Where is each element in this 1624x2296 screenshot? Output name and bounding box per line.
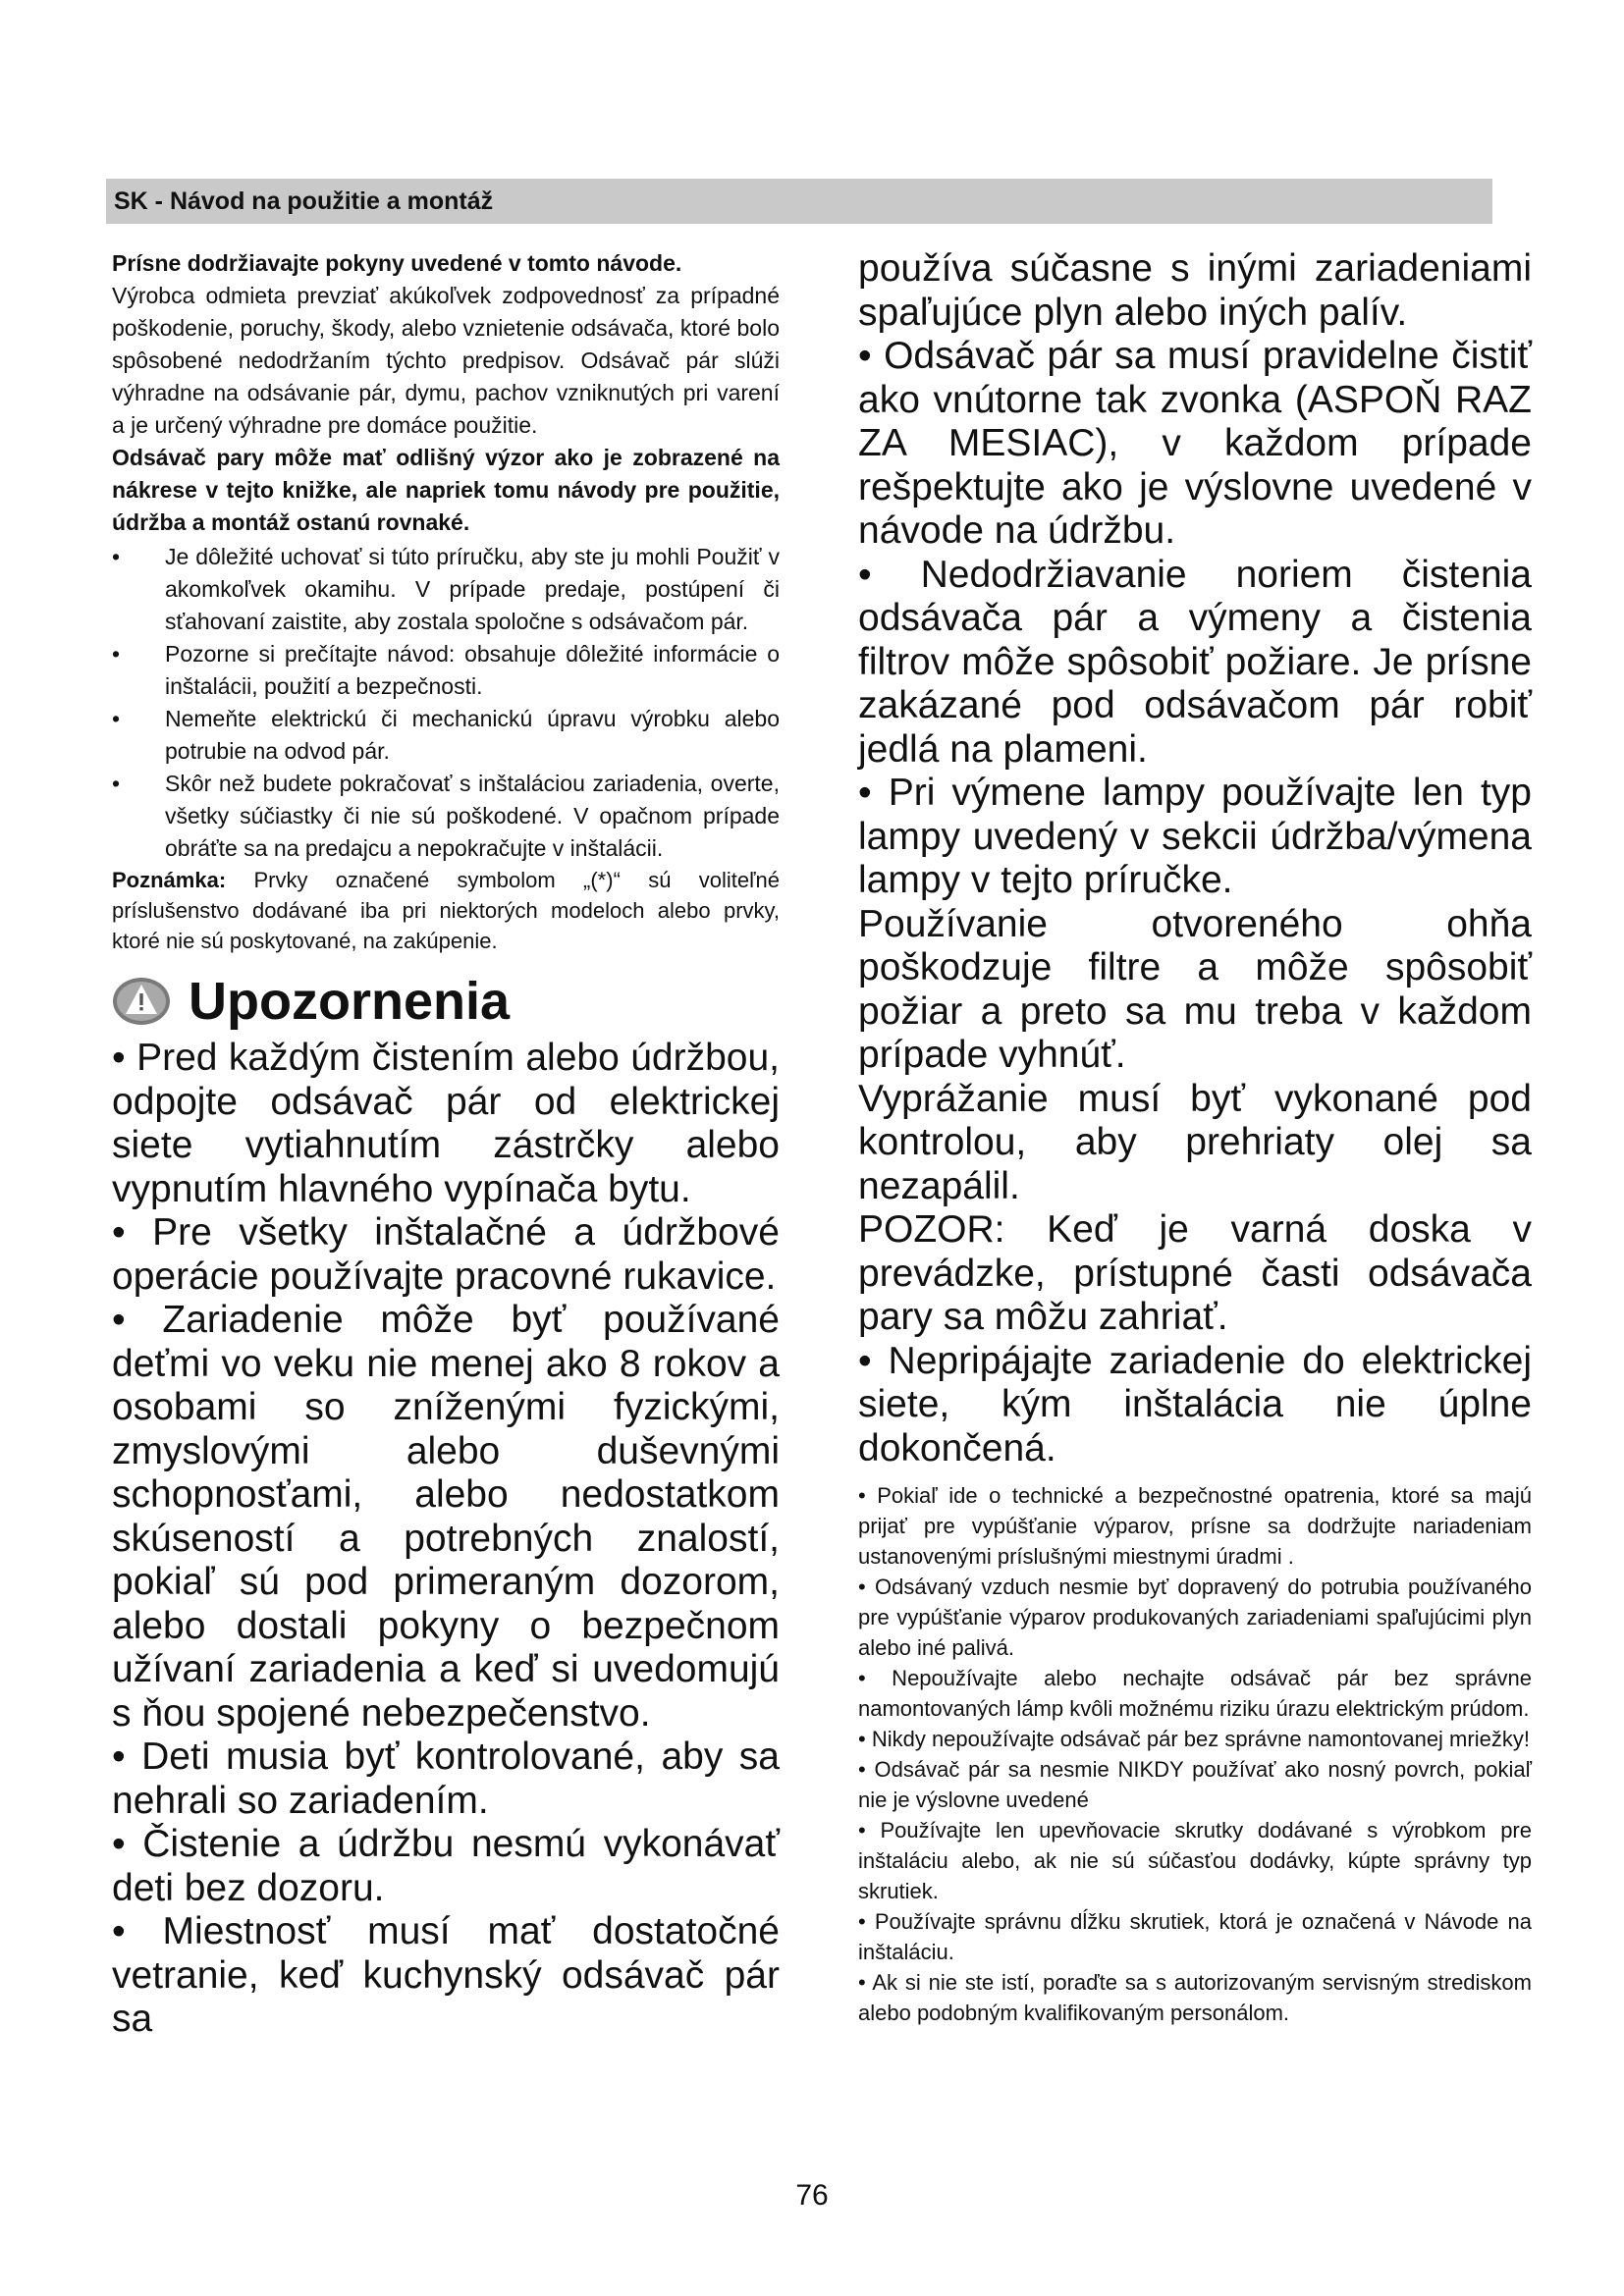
safety-paragraph: • Odsávač pár sa nesmie NIKDY používať ako nosný povrch, pokiaľ nie je výslovne uvedené [858,1757,1532,1812]
warning-paragraph: • Miestnosť musí mať dostatočné vetranie, keď kuchynský odsávač pár sa [112,1910,780,2040]
list-item: • Je dôležité uchovať si túto príručku, aby ste ju mohli Použiť v akomkoľvek okamihu. V prípade predaje, postúpení či sťahovaní zaistite, aby zostala spoločne s odsávačom pár. [112,541,780,638]
warning-paragraph: • Odsávač pár sa musí pravidelne čistiť ako vnútorne tak zvonka (ASPOŇ RAZ ZA MESIAC), v každom prípade rešpektujte ako je výslovne uvedené v návode na údržbu. [858,335,1532,552]
section-title: SK - Návod na použitie a montáž [114,187,494,215]
warning-paragraph: • Nedodržiavanie noriem čistenia odsávača pár a výmeny a čistenia filtrov môže spôsobiť požiare. Je prísne zakázané pod odsávačom pár robiť jedlá na plameni. [858,553,1532,771]
warning-title: Upozornenia [189,972,511,1031]
list-item: • Nemeňte elektrickú či mechanickú úpravu výrobku alebo potrubie na odvod pár. [112,703,780,768]
intro-text: Výrobca odmieta prevziať akúkoľvek zodpovednosť za prípadné poškodenie, poruchy, škody, alebo vznietenie odsávača, ktoré bolo spôsobené nedodržaním týchto predpisov. Odsávač pár slúži výhradne na odsávanie pár, dymu, pachov vzniknutých pri varení a je určený výhradne pre domáce použitie. [112,283,780,438]
warning-paragraph: Vyprážanie musí byť vykonané pod kontrolou, aby prehriaty olej sa nezapálil. [858,1077,1532,1207]
safety-paragraph: • Odsávaný vzduch nesmie byť dopravený do potrubia používaného pre vypúšťanie výparov produkovaných zariadeniami spaľujúcimi plyn alebo iné palivá. [858,1575,1532,1660]
safety-paragraph: • Pokiaľ ide o technické a bezpečnostné opatrenia, ktoré sa majú prijať pre vypúšťanie výparov, prísne sa dodržujte nariadeniam ustanovenými príslušnými miestnymi úradmi . [858,1483,1532,1569]
warning-icon [112,977,171,1026]
warning-paragraph: POZOR: Keď je varná doska v prevádzke, prístupné časti odsávača pary sa môžu zahriať. [858,1208,1532,1338]
right-column [858,247,1532,2028]
safety-paragraph: • Používajte len upevňovacie skrutky dodávané s výrobkom pre inštaláciu alebo, ak nie sú súčasťou dodávky, kúpte správny typ skrutiek. [858,1818,1532,1903]
section-header [106,179,1492,224]
warning-paragraph: • Pri výmene lampy používajte len typ lampy uvedený v sekcii údržba/výmena lampy v tejto príručke. [858,772,1532,901]
warning-paragraph: • Čistenie a údržbu nesmú vykonávať deti bez dozoru. [112,1823,780,1909]
safety-paragraph: • Nepoužívajte alebo nechajte odsávač pár bez správne namontovaných lámp kvôli možnému riziku úrazu elektrickým prúdom. [858,1666,1532,1721]
note-label: Poznámka: [112,868,227,892]
note [112,865,780,956]
list-item: • Pozorne si prečítajte návod: obsahuje dôležité informácie o inštalácii, použití a bezpečnosti. [112,638,780,703]
warning-paragraph: používa súčasne s inými zariadeniami spaľujúce plyn alebo iných palív. [858,247,1532,334]
list-item: • Skôr než budete pokračovať s inštaláciou zariadenia, overte, všetky súčiastky či nie sú poškodené. V opačnom prípade obráťte sa na predajcu a nepokračujte v inštalácii. [112,768,780,865]
warning-paragraph: • Zariadenie môže byť používané deťmi vo veku nie menej ako 8 rokov a osobami so zníženými fyzickými, zmyslovými alebo duševnými schopnosťami, alebo nedostatkom skúseností a potrebných znalostí, pokiaľ sú pod primeraným dozorom, alebo dostali pokyny o bezpečnom užívaní zariadenia a keď si uvedomujú s ňou spojené nebezpečenstvo. [112,1299,780,1735]
page-number: 76 [795,2179,829,2212]
intro-bold: Prísne dodržiavajte pokyny uvedené v tomto návode. [112,250,682,276]
warning-paragraph: • Deti musia byť kontrolované, aby sa nehrali so zariadením. [112,1735,780,1822]
intro-bullets [112,541,780,865]
safety-paragraph: • Používajte správnu dĺžku skrutiek, ktorá je označená v Návode na inštaláciu. [858,1909,1532,1964]
notice-bold: Odsávač pary môže mať odlišný výzor ako je zobrazené na nákrese v tejto knižke, ale napriek tomu návody pre použitie, údržba a montáž ostanú rovnaké. [112,445,780,535]
warning-paragraph: • Pred každým čistením alebo údržbou, odpojte odsávač pár od elektrickej siete vytiahnutím zástrčky alebo vypnutím hlavného vypínača bytu. [112,1037,780,1210]
left-column [112,247,780,2042]
safety-paragraph: • Ak si nie ste istí, poraďte sa s autorizovaným servisným strediskom alebo podobným kvalifikovaným personálom. [858,1970,1532,2025]
warning-heading [112,970,780,1033]
note-text: Prvky označené symbolom „(*)“ sú voliteľné príslušenstvo dodávané iba pri niektorých modeloch alebo prvky, ktoré nie sú poskytované, na zakúpenie. [112,868,780,953]
warning-paragraph: • Nepripájajte zariadenie do elektrickej siete, kým inštalácia nie úplne dokončená. [858,1339,1532,1469]
warning-paragraph: Používanie otvoreného ohňa poškodzuje filtre a môže spôsobiť požiar a preto sa mu treba v každom prípade vyhnúť. [858,902,1532,1076]
safety-paragraph: • Nikdy nepoužívajte odsávač pár bez správne namontovanej mriežky! [858,1727,1530,1751]
warning-paragraph: • Pre všetky inštalačné a údržbové operácie používajte pracovné rukavice. [112,1211,780,1298]
